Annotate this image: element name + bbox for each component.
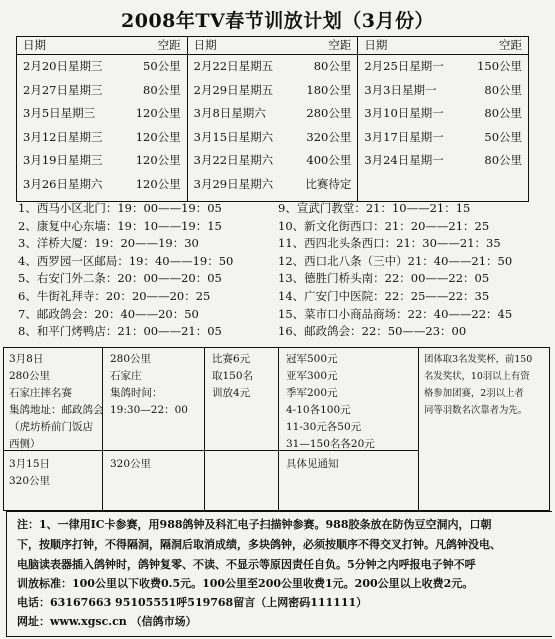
race-place-cell: 280公里 石家庄 集鸽时间： 19:30—22：00 [110,353,188,416]
schedule-date: 3月24日星期一 [364,153,444,167]
race2-distance: 320公里 [110,458,152,470]
schedule-distance: 80公里 [484,106,523,120]
schedule-date: 3月8日星期六 [193,106,266,120]
header-date: 日期 [23,38,46,52]
schedule-distance: 320公里 [306,129,352,144]
schedule-row [358,102,528,126]
location-item: 3、洋桥大厦：19：20——19：30 [18,236,199,251]
header-date: 日期 [193,38,217,52]
schedule-distance: 80公里 [484,153,523,167]
location-item: 16、邮政鸽会：22：50——23：00 [278,324,467,339]
schedule-distance: 80公里 [313,59,352,73]
note-line: 下，按顺序打钟，不得隔洞，隔洞后取消成绩，多块鸽钟，必须按顺序不得交叉打钟。凡鸽钟没电、 [17,538,501,551]
schedule-date: 3月5日星期三 [23,106,96,120]
note-line: 电话：63167663 95105551呼519768留言（上网密码111111） [17,596,368,609]
schedule-distance: 50公里 [143,59,181,73]
schedule-row [17,79,187,103]
notes-section [6,511,552,637]
schedule-distance: 120公里 [135,129,181,144]
location-item: 12、西口北八条（三中）21：40——21：50 [278,253,513,268]
note-line: 网址：www.xgsc.cn （信鸽市场） [17,615,197,628]
schedule-date: 2月25日星期一 [364,59,444,73]
header-distance: 空距 [499,38,523,52]
schedule-distance: 比赛待定 [305,176,352,191]
page-title: 2008年TV春节训放计划（3月份） [121,10,434,32]
schedule-row [188,102,358,126]
location-row [18,270,538,288]
schedule-distance: 80公里 [484,82,523,97]
schedule-header [188,37,358,55]
location-row [18,253,538,271]
schedule-date: 2月29日星期五 [193,82,274,97]
location-item: 8、和平门烤鸭店：21：00——21：05 [18,324,222,339]
schedule-row [188,126,358,150]
schedule-date: 3月26日星期六 [23,176,103,191]
location-item: 6、牛街礼拜寺：20：20——20：25 [18,288,211,303]
schedule-header [17,37,187,55]
schedule-distance: 180公里 [306,82,352,97]
schedule-row [358,149,528,173]
schedule-date: 3月15日星期六 [193,129,274,144]
location-row [18,218,538,236]
schedule-column [17,37,188,201]
location-item: 2、康复中心东墙：19：10——19：15 [18,218,222,233]
schedule-row [358,126,528,150]
schedule-row [17,149,187,173]
note-line: 电脑读表器插入鸽钟时，鸽钟复零、不读、不显示等原因责任自负。5分钟之内呼报电子钟不呼 [17,558,476,571]
header-distance: 空距 [328,38,352,52]
location-item: 13、德胜门桥头南：22：00——22：05 [278,271,490,286]
schedule-date: 3月22日星期六 [193,153,274,167]
note-line: 注：1、一律用IC卡参赛，用988鸽钟及科汇电子扫描钟参赛。988胶条放在防伪豆空洞内，口朝 [17,518,492,531]
schedule-distance: 120公里 [135,106,181,120]
location-row [18,306,538,324]
schedule-column [358,37,528,201]
schedule-date: 3月3日星期一 [364,82,437,97]
note-line: 训放标准：100公里以下收费0.5元。100公里至200公里收费1元。200公里以上收费2元。 [17,577,474,590]
schedule-date: 2月27日星期三 [23,82,103,97]
schedule-date: 2月22日星期五 [193,59,274,73]
location-item: 11、西四北头条西口：21：30——21：35 [278,236,501,251]
schedule-row [188,149,358,173]
location-list [18,200,538,341]
location-item: 9、宣武门教堂：21：10——21：15 [278,201,471,215]
schedule-date: 2月20日星期三 [23,59,103,73]
location-item: 1、西马小区北门：19：00——19：05 [18,201,222,215]
schedule-row [17,102,187,126]
location-row [18,323,538,341]
schedule-table [16,36,529,202]
schedule-row [188,173,358,197]
header-date: 日期 [364,38,388,52]
fee-cell: 比赛6元 取150名 训放4元 [212,353,254,399]
schedule-date: 3月10日星期一 [364,106,444,120]
location-row [18,200,538,218]
location-item: 15、菜市口小商品商场：22：40——22：45 [278,306,513,321]
schedule-row [17,173,187,197]
location-item: 10、新文化街西口：21：20——21：25 [278,218,490,233]
schedule-date: 3月17日星期一 [364,129,444,144]
location-item: 5、右安门外二条：20：00——20：05 [18,271,222,286]
race-cell-3-8: 3月8日 280公里 石家庄摔名赛 集鸽地址：邮政鸽会 （虎坊桥前门饭店 西侧） [9,353,104,450]
schedule-distance: 50公里 [484,129,523,144]
race-cell-3-15: 3月15日 320公里 [9,458,51,487]
schedule-column [188,37,359,201]
location-item: 4、西罗园一区邮局：19：40——19：50 [18,253,234,268]
schedule-header [358,37,528,55]
schedule-date: 3月19日星期三 [23,153,103,167]
schedule-row [358,79,528,103]
race2-notice: 具体见通知 [286,458,339,470]
schedule-distance: 150公里 [477,59,523,73]
schedule-distance: 80公里 [143,82,181,97]
location-item: 7、邮政鸽会：20：40——20：50 [18,306,199,321]
schedule-date: 3月29日星期六 [193,176,274,191]
schedule-row [17,126,187,150]
team-prize-cell: 团体取3名发奖杯，前150 名发奖状，10羽以上有资 格参加团赛，2羽以上者 同等羽数名次靠者为先。 [424,354,533,416]
schedule-distance: 400公里 [306,153,352,167]
schedule-row [188,55,358,79]
schedule-distance: 120公里 [135,176,181,191]
prize-cell: 冠军500元 亚军300元 季军200元 4-10各100元 11-30元各50元 31—150名各20元 [286,353,375,450]
schedule-date: 3月12日星期三 [23,129,103,144]
schedule-row [188,79,358,103]
location-item: 14、广安门中医院：22：25——22：35 [278,288,490,303]
schedule-distance: 280公里 [306,106,352,120]
race-info-table [3,347,550,511]
location-row [18,235,538,253]
header-distance: 空距 [157,38,181,52]
location-row [18,288,538,306]
schedule-distance: 120公里 [135,153,181,167]
schedule-row [358,55,528,79]
schedule-row [17,55,187,79]
